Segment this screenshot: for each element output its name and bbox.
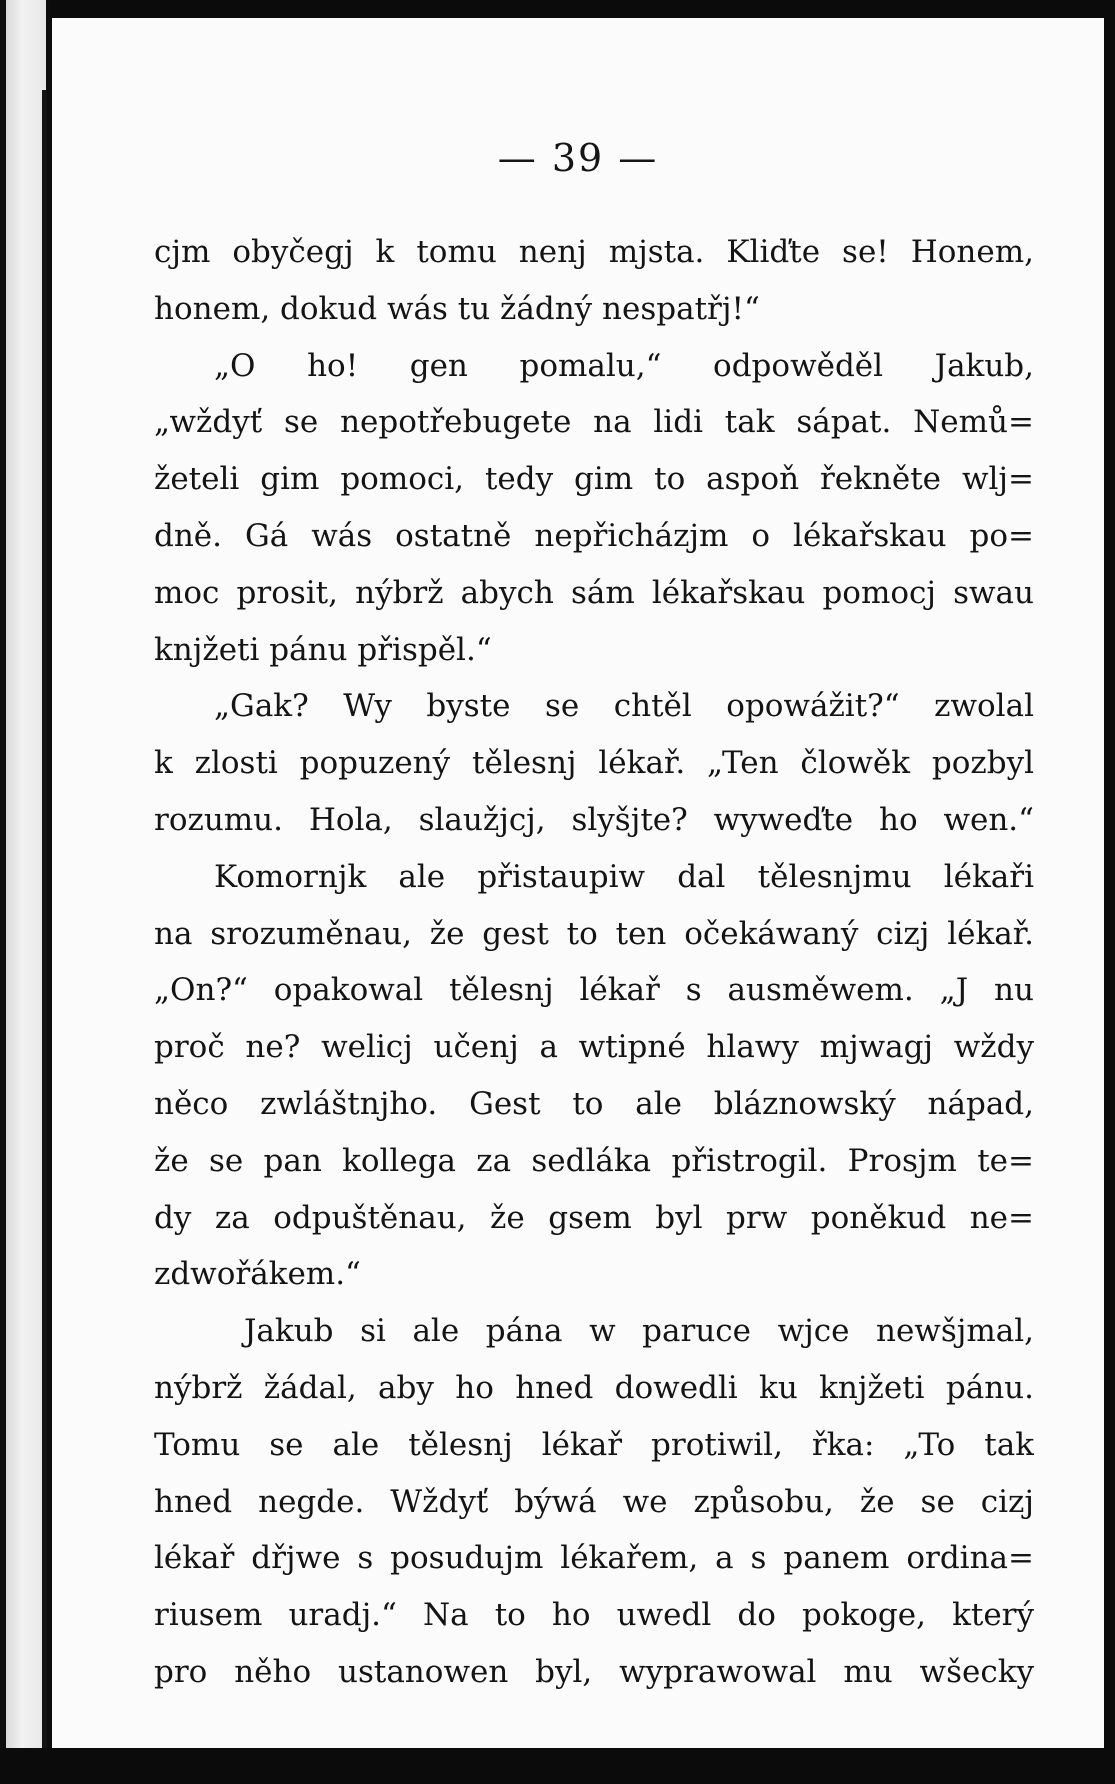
scan-binding-line: [42, 90, 47, 1750]
scan-gutter: [6, 0, 46, 1784]
text-line: k zlosti popuzený tělesnj lékař. „Ten člowěk pozbyl: [154, 745, 1034, 782]
text-line: Jakub si ale pána w parucе wjce newšjmal,: [244, 1313, 1034, 1350]
text-line: hned negde. Wždyť býwá we způsobu, že se cizj: [154, 1483, 1034, 1520]
text-line: lékař dřjwe s posudujm lékařem, a s panem ordina=: [154, 1540, 1034, 1577]
text-line: že se pan kollega za sedláka přistrogil. Prosjm te=: [154, 1142, 1034, 1179]
text-line: žeteli gim pomoci, tedy gim to aspoň řekněte wlj=: [154, 461, 1034, 498]
scan-border-bottom: [0, 1748, 1115, 1784]
text-line: Tomu se ale tělesnj lékař protiwil, řka: „To tak: [154, 1426, 1034, 1463]
text-line: „Gak? Wy byste se chtěl opowážit?“ zwolal: [214, 688, 1034, 725]
text-line: Komornjk ale přistaupiw dal tělesnjmu lékaři: [214, 858, 1034, 895]
book-page: [52, 18, 1104, 1750]
page-body-text: [154, 224, 1034, 1701]
text-line: na srozuměnau, že gest to ten očekáwaný cizj lékař.: [154, 915, 1034, 952]
text-line: honem, dokud wás tu žádný nespatřj!“: [154, 290, 760, 327]
text-line: „wždyť se nepotřebugete na lidi tak sápat. Nemů=: [154, 404, 1034, 441]
text-line: knjžeti pánu přispěl.“: [154, 631, 492, 668]
text-line: zdwořákem.“: [154, 1256, 361, 1293]
text-line: pro něho ustanowen byl, wyprawowal mu wšecky: [154, 1653, 1034, 1690]
text-line: dy za odpuštěnau, že gsem byl prw poněkud ne=: [154, 1199, 1034, 1236]
text-line: „On?“ opakowal tělesnj lékař s ausměwem. „J nu: [154, 972, 1034, 1009]
text-line: nýbrž žádal, aby ho hned dowedli ku knjžeti pánu.: [154, 1369, 1034, 1406]
text-line: „O ho! gen pomalu,“ odpowěděl Jakub,: [214, 347, 1034, 384]
text-line: riusem uradj.“ Na to ho uwedl do pokoge, který: [154, 1597, 1034, 1634]
page-number: — 39 —: [497, 136, 659, 180]
text-line: rozumu. Hola, slaužjcj, slyšjte? wyweďte ho wen.“: [154, 801, 1034, 838]
text-line: cjm obyčegj k tomu nenj mjsta. Kliďte se! Honem,: [154, 234, 1034, 270]
text-line: proč ne? welicj učenj a wtipné hlawy mjwagj wždy: [154, 1029, 1034, 1066]
text-line: dně. Gá wás ostatně nepřicházjm o lékařskau po=: [154, 517, 1034, 554]
text-line: něco zwláštnjho. Gest to ale bláznowský nápad,: [154, 1085, 1034, 1122]
text-line: moc prosit, nýbrž abych sám lékařskau pomocj swau: [154, 574, 1034, 611]
